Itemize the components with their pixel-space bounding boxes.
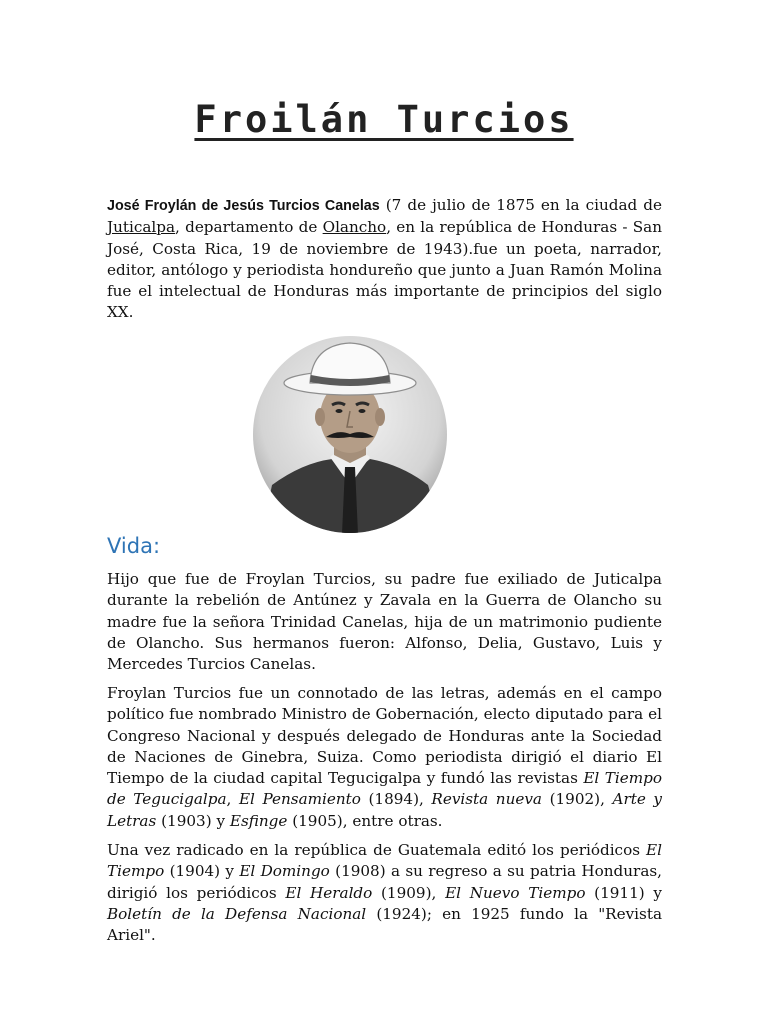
title-el-nuevo-tiempo: El Nuevo Tiempo <box>445 883 586 902</box>
title-el-heraldo: El Heraldo <box>285 883 373 902</box>
link-juticalpa[interactable]: Juticalpa <box>107 218 176 237</box>
title-arte-y-letras: Arte y Letras <box>107 790 662 830</box>
paragraph-career: Froylan Turcios fue un connotado de las letras, además en el campo político fue nombrado Ministro de Gobernación, electo diputado para el Congreso Nacional y después delegado de Honduras ante la Sociedad de Naciones de Ginebra, Suiza. Como periodista dirigió el diario El Tiempo de la ciudad capital Tegucigalpa y fundó las revistas El Tiempo de Tegucigalpa, El Pensamiento (1894), Revista nueva (1902), Arte y Letras (1903) y Esfinge (1905), entre otras. <box>107 684 662 830</box>
title-el-tiempo: El Tiempo <box>107 841 662 881</box>
title-boletin-defensa-nacional: Boletín de la Defensa Nacional <box>107 904 367 923</box>
title-esfinge: Esfinge <box>229 811 288 830</box>
portrait-photo <box>252 335 448 534</box>
section-heading-vida: Vida: <box>107 534 161 558</box>
page-title: Froilán Turcios <box>194 98 574 141</box>
intro-paragraph <box>107 195 662 324</box>
intro-text-3: , en la república de Honduras - San José, Costa Rica, 19 de noviembre de 1943).fue un poeta, narrador, editor, antólogo y periodista hondureño que junto a Juan Ramón Molina fue el intelectual de Honduras más importante de principios del siglo XX. <box>107 218 663 322</box>
paragraph-family: Hijo que fue de Froylan Turcios, su padre fue exiliado de Juticalpa durante la rebelión de Antúnez y Zavala en la Guerra de Olancho su madre fue la señora Trinidad Canelas, hija de un matrimonio pudiente de Olancho. Sus hermanos fueron: Alfonso, Delia, Gustavo, Luis y Mercedes Turcios Canelas. <box>107 570 662 674</box>
title-revista-nueva: Revista nueva <box>431 790 542 809</box>
intro-text-1: (7 de julio de 1875 en la ciudad de <box>379 196 662 214</box>
link-olancho[interactable]: Olancho <box>322 218 387 237</box>
intro-text-2: , departamento de <box>175 218 323 237</box>
title-el-domingo: El Domingo <box>239 862 330 881</box>
title-el-tiempo-de-tegucigalpa: El Tiempo de Tegucigalpa <box>107 769 662 809</box>
paragraph-guatemala: Una vez radicado en la república de Guatemala editó los periódicos El Tiempo (1904) y El Domingo (1908) a su regreso a su patria Honduras, dirigió los periódicos El Heraldo (1909), El Nuevo Tiempo (1911) y Boletín de la Defensa Nacional (1924); en 1925 fundo la "Revista Ariel". <box>107 841 662 945</box>
title-el-pensamiento: El Pensamiento <box>238 790 361 809</box>
subject-name: José Froylán de Jesús Turcios Canelas <box>107 198 380 214</box>
